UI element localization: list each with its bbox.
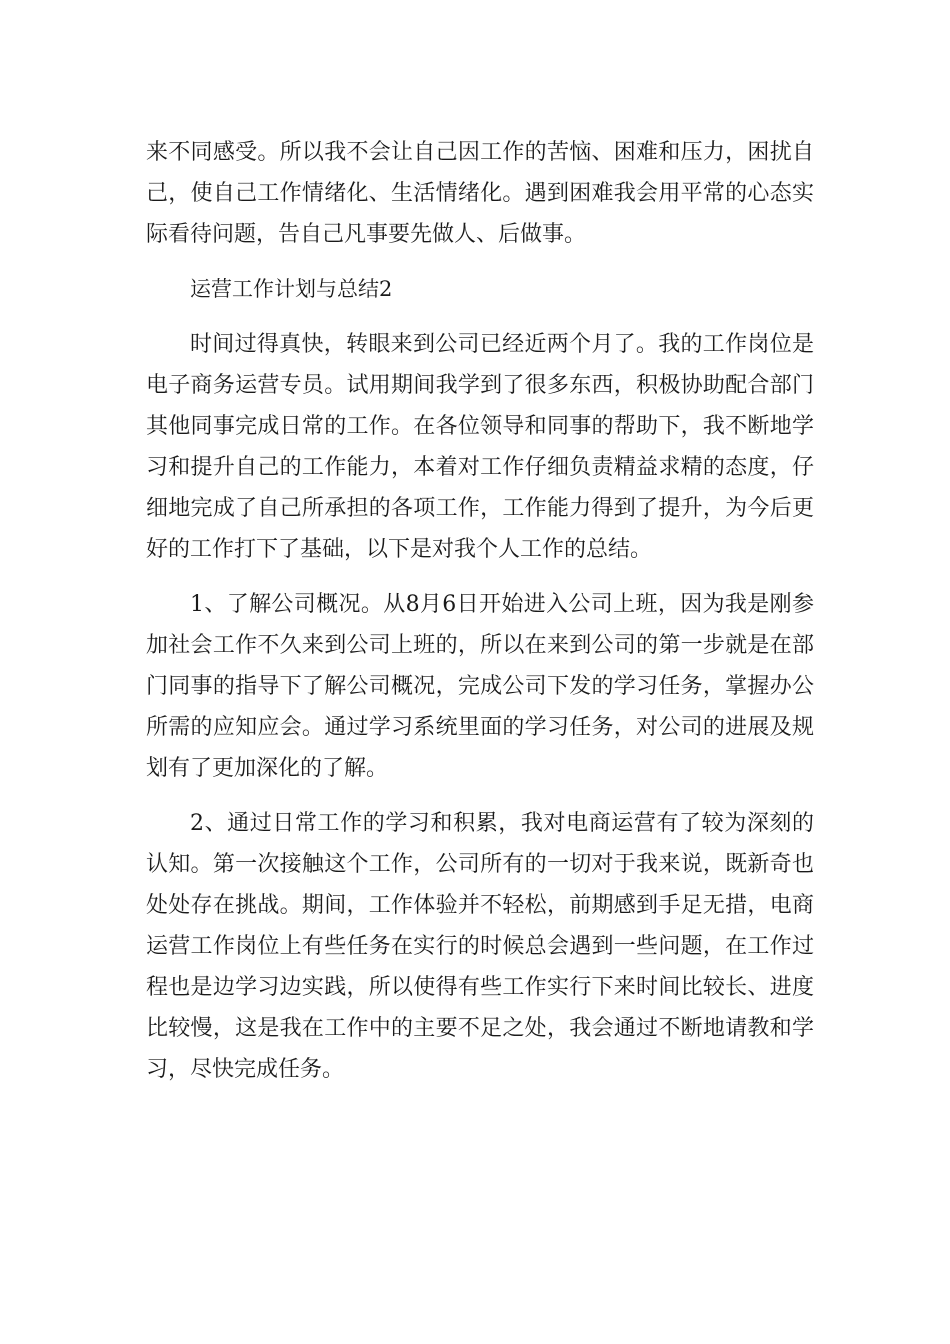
paragraph-intro: 时间过得真快，转眼来到公司已经近两个月了。我的工作岗位是电子商务运营专员。试用期间我学到了很多东西，积极协助配合部门其他同事完成日常的工作。在各位领导和同事的帮助下，我不断地学习和提升自己的工作能力，本着对工作仔细负责精益求精的态度，仔细地完成了自己所承担的各项工作，工作能力得到了提升，为今后更好的工作打下了基础，以下是对我个人工作的总结。 xyxy=(146,332,814,562)
document-body xyxy=(146,132,814,1090)
paragraph-continuation: 来不同感受。所以我不会让自己因工作的苦恼、困难和压力，困扰自己，使自己工作情绪化、生活情绪化。遇到困难我会用平常的心态实际看待问题，告自己凡事要先做人、后做事。 xyxy=(146,140,814,247)
section-heading: 运营工作计划与总结2 xyxy=(190,277,393,301)
paragraph-item-2: 2、通过日常工作的学习和积累，我对电商运营有了较为深刻的认知。第一次接触这个工作，公司所有的一切对于我来说，既新奇也处处存在挑战。期间，工作体验并不轻松，前期感到手足无措，电商运营工作岗位上有些任务在实行的时候总会遇到一些问题，在工作过程也是边学习边实践，所以使得有些工作实行下来时间比较长、进度比较慢，这是我在工作中的主要不足之处，我会通过不断地请教和学习，尽快完成任务。 xyxy=(146,811,814,1082)
paragraph-item-1: 1、了解公司概况。从8月6日开始进入公司上班，因为我是刚参加社会工作不久来到公司上班的，所以在来到公司的第一步就是在部门同事的指导下了解公司概况，完成公司下发的学习任务，掌握办公所需的应知应会。通过学习系统里面的学习任务，对公司的进展及规划有了更加深化的了解。 xyxy=(146,592,814,781)
